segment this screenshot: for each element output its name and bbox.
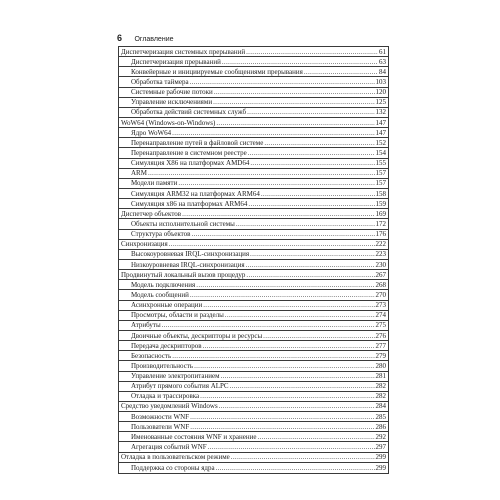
toc-entry-page: 159 bbox=[375, 199, 386, 208]
toc-entry-page: 158 bbox=[375, 189, 386, 198]
toc-entry-title: Передача дескрипторов bbox=[131, 341, 202, 350]
toc-entry-title: ARM bbox=[131, 169, 147, 178]
toc-chapter-entry bbox=[119, 118, 388, 128]
toc-leader-dots bbox=[257, 433, 374, 441]
toc-entry-page: 268 bbox=[375, 280, 386, 289]
toc-leader-dots bbox=[148, 169, 375, 177]
toc-chapter-entry bbox=[119, 270, 388, 280]
toc-entry-title: Продвинутый локальный вызов процедур bbox=[121, 270, 246, 279]
toc-chapter-entry bbox=[119, 209, 388, 219]
toc-entry-title: Атрибуты bbox=[131, 321, 161, 330]
toc-entry-page: 63 bbox=[379, 57, 386, 66]
toc-section-entry bbox=[119, 77, 388, 87]
toc-section-entry bbox=[119, 148, 388, 158]
toc-section-entry bbox=[119, 88, 388, 98]
toc-section-entry bbox=[119, 382, 388, 392]
toc-leader-dots bbox=[203, 301, 374, 309]
toc-entry-page: 120 bbox=[375, 88, 386, 97]
toc-section-entry bbox=[119, 311, 388, 321]
toc-entry-title: Симуляция x86 на платформах ARM64 bbox=[131, 199, 248, 208]
toc-entry-page: 292 bbox=[375, 432, 386, 441]
toc-entry-page: 132 bbox=[375, 108, 386, 117]
toc-entry-title: Отладка в пользовательском режиме bbox=[121, 453, 230, 462]
toc-leader-dots bbox=[172, 352, 374, 360]
toc-leader-dots bbox=[196, 281, 374, 289]
toc-entry-title: WoW64 (Windows-on-Windows) bbox=[121, 118, 216, 127]
toc-section-entry bbox=[119, 301, 388, 311]
toc-entry-page: 282 bbox=[375, 382, 386, 391]
toc-entry-title: Структура объектов bbox=[131, 230, 191, 239]
toc-leader-dots bbox=[246, 261, 375, 269]
toc-entry-page: 155 bbox=[375, 159, 386, 168]
toc-leader-dots bbox=[246, 271, 374, 279]
toc-leader-dots bbox=[190, 78, 375, 86]
page-number: 6 bbox=[117, 33, 123, 43]
toc-section-entry bbox=[119, 189, 388, 199]
toc-entry-page: 279 bbox=[375, 351, 386, 360]
toc-entry-page: 284 bbox=[375, 402, 386, 411]
toc-leader-dots bbox=[248, 200, 374, 208]
toc-leader-dots bbox=[219, 402, 375, 410]
toc-entry-page: 147 bbox=[375, 128, 386, 137]
toc-entry-title: Перенаправление в системном реестре bbox=[131, 148, 247, 157]
toc-entry-title: Симуляция X86 на платформах AMD64 bbox=[131, 159, 250, 168]
toc-entry-page: 277 bbox=[375, 341, 386, 350]
toc-entry-title: Управление исключениями bbox=[131, 98, 213, 107]
toc-entry-page: 273 bbox=[375, 301, 386, 310]
toc-entry-page: 280 bbox=[375, 361, 386, 370]
toc-entry-page: 147 bbox=[375, 118, 386, 127]
toc-entry-page: 157 bbox=[375, 169, 386, 178]
toc-section-entry bbox=[119, 250, 388, 260]
toc-entry-page: 274 bbox=[375, 311, 386, 320]
toc-leader-dots bbox=[261, 190, 375, 198]
toc-entry-title: Перенаправление путей в файловой системе bbox=[131, 138, 264, 147]
toc-section-entry bbox=[119, 98, 388, 108]
table-of-contents bbox=[118, 46, 389, 474]
toc-entry-title: Управление электропитанием bbox=[131, 372, 220, 381]
running-title: Оглавление bbox=[134, 36, 174, 43]
toc-entry-title: Модель подключения bbox=[131, 280, 196, 289]
toc-leader-dots bbox=[236, 220, 375, 228]
toc-entry-page: 61 bbox=[379, 47, 386, 56]
toc-entry-page: 297 bbox=[375, 443, 386, 452]
toc-section-entry bbox=[119, 351, 388, 361]
toc-section-entry bbox=[119, 463, 388, 473]
toc-section-entry bbox=[119, 290, 388, 300]
toc-leader-dots bbox=[190, 423, 374, 431]
toc-entry-title: Производительность bbox=[131, 361, 194, 370]
toc-entry-title: Диспетчеризация прерываний bbox=[131, 57, 221, 66]
toc-section-entry bbox=[119, 361, 388, 371]
toc-entry-page: 230 bbox=[375, 260, 386, 269]
toc-leader-dots bbox=[222, 58, 378, 66]
toc-entry-title: Поддержка со стороны ядра bbox=[131, 463, 215, 472]
toc-entry-page: 103 bbox=[375, 77, 386, 86]
toc-leader-dots bbox=[213, 98, 374, 106]
toc-section-entry bbox=[119, 422, 388, 432]
toc-entry-title: Синхронизация bbox=[121, 240, 168, 249]
toc-entry-page: 281 bbox=[375, 372, 386, 381]
toc-entry-page: 270 bbox=[375, 290, 386, 299]
toc-entry-title: Конвейерные и инициируемые сообщениями прерывания bbox=[131, 67, 303, 76]
toc-leader-dots bbox=[221, 372, 375, 380]
toc-entry-page: 172 bbox=[375, 219, 386, 228]
toc-entry-page: 299 bbox=[375, 463, 386, 472]
toc-leader-dots bbox=[208, 443, 375, 451]
toc-entry-title: Диспетчеризация системных прерываний bbox=[121, 47, 246, 56]
toc-entry-title: Высокоуровневая IRQL-синхронизация bbox=[131, 250, 250, 259]
toc-section-entry bbox=[119, 199, 388, 209]
toc-entry-title: Возможности WNF bbox=[131, 412, 190, 421]
toc-leader-dots bbox=[264, 139, 374, 147]
page-header bbox=[117, 28, 174, 46]
toc-entry-page: 152 bbox=[375, 138, 386, 147]
toc-entry-page: 125 bbox=[375, 98, 386, 107]
toc-leader-dots bbox=[225, 311, 375, 319]
toc-entry-page: 222 bbox=[375, 240, 386, 249]
toc-entry-title: Модели памяти bbox=[131, 179, 178, 188]
toc-leader-dots bbox=[169, 240, 375, 248]
toc-leader-dots bbox=[182, 210, 374, 218]
toc-entry-page: 282 bbox=[375, 392, 386, 401]
toc-leader-dots bbox=[248, 149, 375, 157]
toc-section-entry bbox=[119, 412, 388, 422]
toc-entry-title: Диспетчер объектов bbox=[121, 209, 182, 218]
toc-leader-dots bbox=[231, 453, 375, 461]
toc-leader-dots bbox=[250, 250, 374, 258]
toc-entry-title: Именованные состояния WNF и хранение bbox=[131, 432, 257, 441]
toc-entry-page: 154 bbox=[375, 148, 386, 157]
toc-entry-page: 285 bbox=[375, 412, 386, 421]
toc-leader-dots bbox=[191, 230, 374, 238]
toc-entry-page: 169 bbox=[375, 209, 386, 218]
toc-entry-title: Отладка и трассировка bbox=[131, 392, 200, 401]
toc-leader-dots bbox=[230, 382, 375, 390]
toc-entry-title: Обработка таймера bbox=[131, 77, 189, 86]
toc-entry-page: 157 bbox=[375, 179, 386, 188]
toc-entry-page: 176 bbox=[375, 230, 386, 239]
toc-section-entry bbox=[119, 128, 388, 138]
toc-entry-title: Агрегация событий WNF bbox=[131, 443, 207, 452]
toc-entry-page: 223 bbox=[375, 250, 386, 259]
toc-entry-title: Асинхронные операции bbox=[131, 301, 203, 310]
toc-leader-dots bbox=[172, 129, 374, 137]
toc-chapter-entry bbox=[119, 240, 388, 250]
toc-entry-title: Модель сообщений bbox=[131, 290, 189, 299]
toc-chapter-entry bbox=[119, 453, 388, 463]
toc-section-entry bbox=[119, 108, 388, 118]
toc-entry-title: Объекты исполнительной системы bbox=[131, 219, 235, 228]
toc-leader-dots bbox=[304, 68, 378, 76]
toc-section-entry bbox=[119, 230, 388, 240]
toc-leader-dots bbox=[194, 362, 374, 370]
toc-leader-dots bbox=[216, 119, 374, 127]
toc-section-entry bbox=[119, 169, 388, 179]
toc-entry-page: 267 bbox=[375, 270, 386, 279]
toc-leader-dots bbox=[263, 332, 374, 340]
toc-entry-page: 276 bbox=[375, 331, 386, 340]
toc-leader-dots bbox=[190, 291, 375, 299]
toc-leader-dots bbox=[190, 413, 374, 421]
toc-leader-dots bbox=[216, 464, 375, 472]
toc-entry-title: Системные рабочие потоки bbox=[131, 88, 213, 97]
toc-entry-title: Атрибут прямого события ALPC bbox=[131, 382, 229, 391]
toc-leader-dots bbox=[162, 321, 375, 329]
toc-section-entry bbox=[119, 432, 388, 442]
toc-entry-title: Симуляция ARM32 на платформах ARM64 bbox=[131, 189, 260, 198]
toc-section-entry bbox=[119, 331, 388, 341]
toc-section-entry bbox=[119, 179, 388, 189]
toc-section-entry bbox=[119, 67, 388, 77]
toc-leader-dots bbox=[246, 48, 378, 56]
toc-section-entry bbox=[119, 260, 388, 270]
toc-entry-page: 84 bbox=[379, 67, 386, 76]
toc-entry-title: Двоичные объекты, дескрипторы и ресурсы bbox=[131, 331, 263, 340]
toc-section-entry bbox=[119, 372, 388, 382]
toc-section-entry bbox=[119, 57, 388, 67]
toc-leader-dots bbox=[200, 392, 374, 400]
toc-leader-dots bbox=[247, 108, 374, 116]
toc-entry-page: 299 bbox=[375, 453, 386, 462]
toc-entry-title: Пользователи WNF bbox=[131, 422, 190, 431]
toc-entry-title: Ядро WoW64 bbox=[131, 128, 172, 137]
toc-leader-dots bbox=[214, 88, 375, 96]
toc-section-entry bbox=[119, 341, 388, 351]
toc-chapter-entry bbox=[119, 47, 388, 57]
toc-section-entry bbox=[119, 442, 388, 452]
toc-entry-title: Средство уведомлений Windows bbox=[121, 402, 218, 411]
toc-leader-dots bbox=[250, 159, 374, 167]
toc-section-entry bbox=[119, 219, 388, 229]
toc-chapter-entry bbox=[119, 402, 388, 412]
toc-section-entry bbox=[119, 280, 388, 290]
toc-entry-title: Безопасность bbox=[131, 351, 172, 360]
toc-entry-page: 286 bbox=[375, 422, 386, 431]
toc-entry-page: 275 bbox=[375, 321, 386, 330]
toc-section-entry bbox=[119, 138, 388, 148]
toc-entry-title: Просмотры, области и разделы bbox=[131, 311, 224, 320]
toc-leader-dots bbox=[203, 342, 375, 350]
toc-section-entry bbox=[119, 321, 388, 331]
toc-section-entry bbox=[119, 392, 388, 402]
toc-leader-dots bbox=[178, 179, 374, 187]
toc-section-entry bbox=[119, 159, 388, 169]
toc-entry-title: Низкоуровневая IRQL-синхронизация bbox=[131, 260, 245, 269]
toc-entry-title: Обработка действий системных служб bbox=[131, 108, 247, 117]
